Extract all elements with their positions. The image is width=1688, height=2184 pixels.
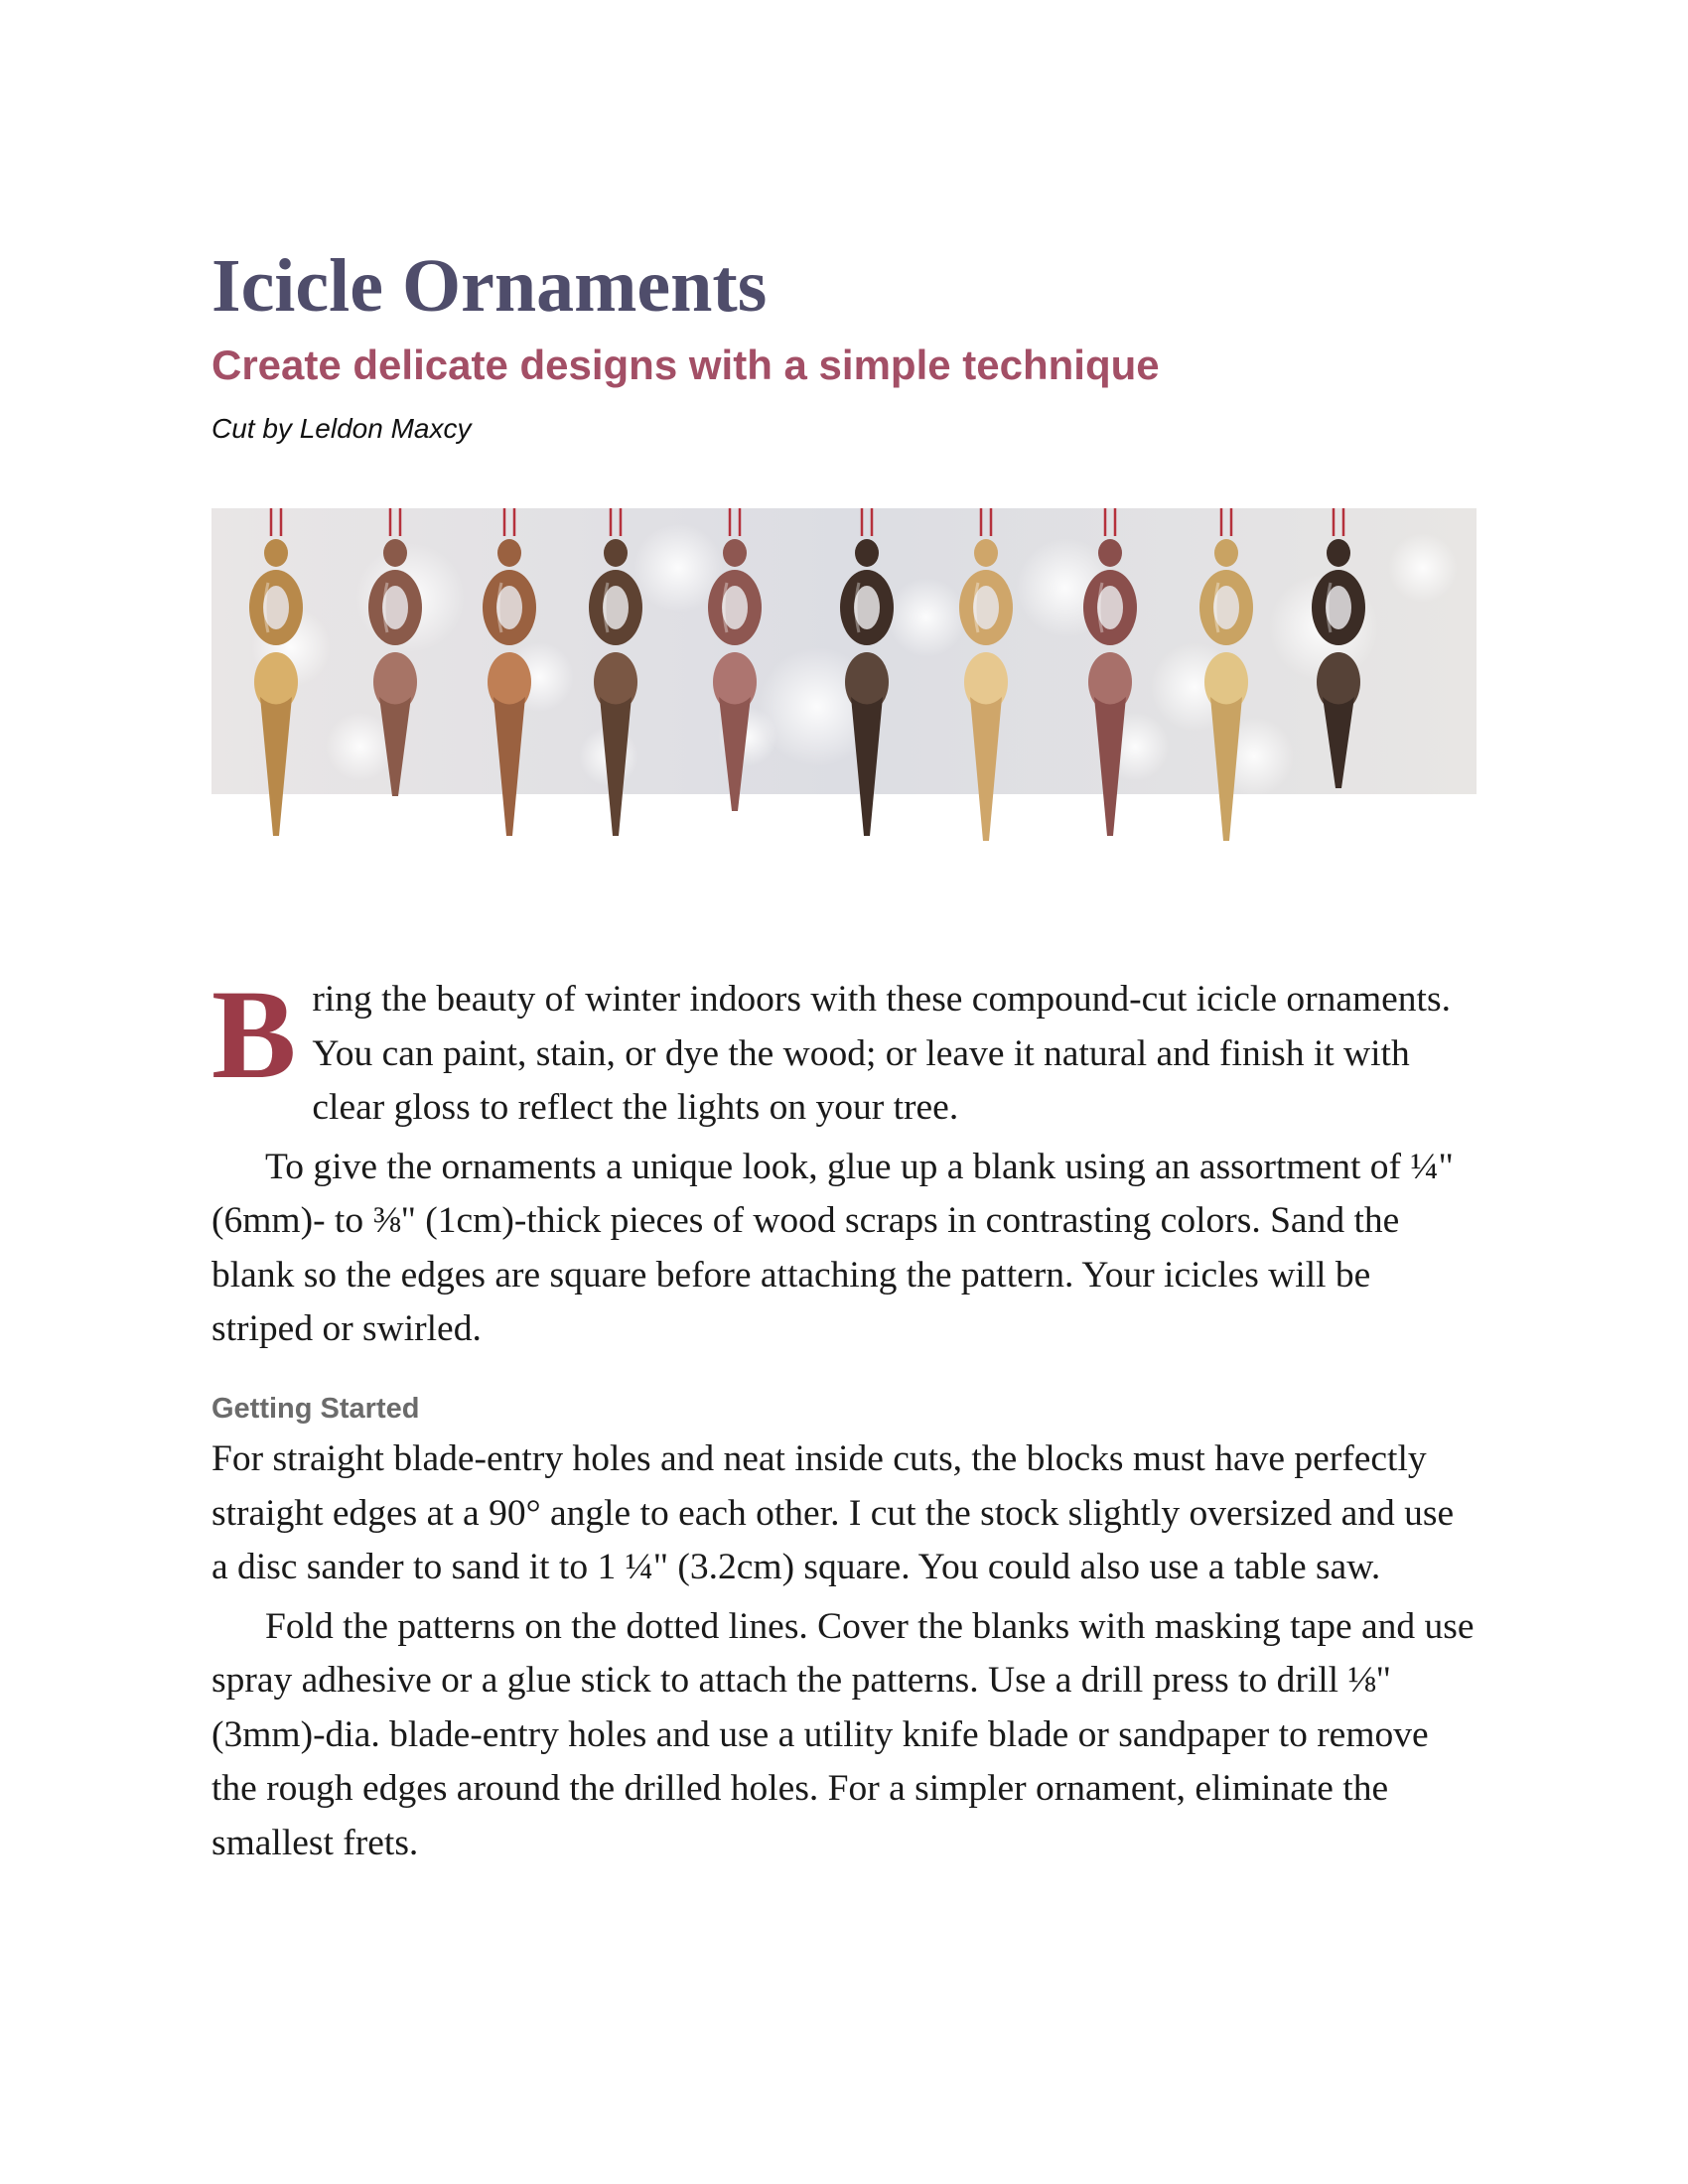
getting-started-paragraph-1: For straight blade-entry holes and neat inside cuts, the blocks must have perfectly straight edges at a 90° angle to each other. I cut the stock slightly oversized and use a disc sander to sand it to 1 ¼" (3.2cm) square. You could also use a table saw.	[211, 1438, 1455, 1587]
bokeh-light	[1388, 533, 1458, 603]
intro-paragraph-1	[211, 964, 1477, 1136]
article-subtitle: Create delicate designs with a simple technique	[211, 341, 1160, 388]
section-heading-getting-started: Getting Started	[211, 1393, 420, 1425]
getting-started-section	[211, 1433, 1477, 1870]
intro-section	[211, 964, 1477, 1357]
getting-started-paragraph-2: Fold the patterns on the dotted lines. Cover the blanks with masking tape and use spray adhesive or a glue stick to attach the patterns. Use a drill press to drill ⅛" (3mm)-dia. blade-entry holes and use a utility knife blade or sandpaper to remove the rough edges around the drilled holes. For a simpler ornament, eliminate the smallest frets.	[211, 1605, 1475, 1863]
drop-cap: B	[211, 964, 297, 1105]
wooden-icicle-ornaments-photo	[211, 508, 1477, 846]
intro-paragraph-2: To give the ornaments a unique look, glue up a blank using an assortment of ¼" (6mm)- to ⅜" (1cm)-thick pieces of wood scraps in contrasting colors. Sand the blank so the edges are square before attaching the pattern. Your icicles will be striped or swirled.	[211, 1146, 1454, 1349]
bokeh-light	[887, 578, 966, 657]
article-byline: Cut by Leldon Maxcy	[211, 413, 472, 444]
ornaments-photo	[211, 508, 1477, 846]
intro-paragraph-1-text: ring the beauty of winter indoors with these compound-cut icicle ornaments. You can paint, stain, or dye the wood; or leave it natural and finish it with clear gloss to reflect the lights on your tree.	[312, 979, 1451, 1128]
article-title: Icicle Ornaments	[211, 244, 768, 328]
